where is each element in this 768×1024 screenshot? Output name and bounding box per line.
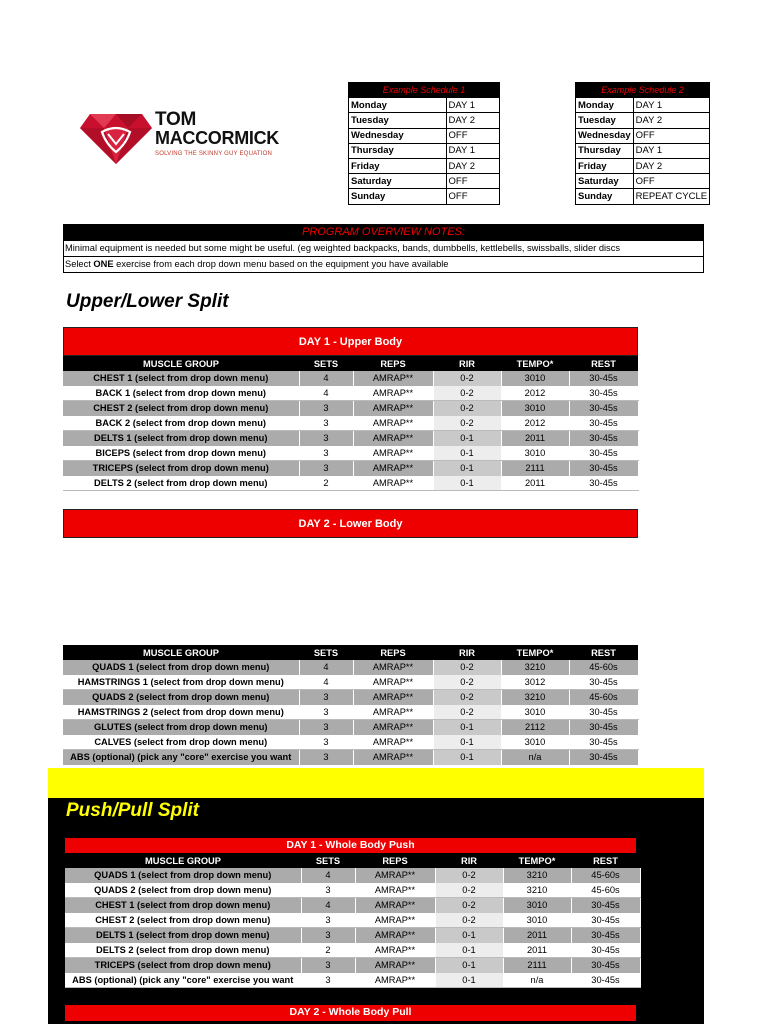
- schedule-value[interactable]: OFF: [446, 174, 499, 189]
- column-header-muscle-group: MUSCLE GROUP: [63, 645, 299, 660]
- cell-muscle-group[interactable]: CHEST 1 (select from drop down menu): [63, 371, 299, 386]
- cell-reps: AMRAP**: [353, 735, 433, 750]
- column-header-tempo: TEMPO*: [503, 853, 571, 868]
- cell-rir: 0-1: [435, 958, 503, 973]
- schedule-row: [576, 189, 710, 204]
- cell-reps: AMRAP**: [355, 913, 435, 928]
- cell-muscle-group[interactable]: HAMSTRINGS 2 (select from drop down menu): [63, 705, 299, 720]
- cell-rir: 0-1: [435, 928, 503, 943]
- cell-reps: AMRAP**: [353, 750, 433, 765]
- cell-rest: 30-45s: [571, 958, 640, 973]
- cell-tempo: 2011: [501, 476, 569, 491]
- column-header-rir: RIR: [435, 853, 503, 868]
- cell-rir: 0-2: [433, 416, 501, 431]
- cell-rest: 30-45s: [569, 371, 638, 386]
- cell-tempo: 3012: [501, 675, 569, 690]
- cell-muscle-group[interactable]: TRICEPS (select from drop down menu): [65, 958, 301, 973]
- cell-tempo: 2111: [503, 958, 571, 973]
- cell-sets: 4: [299, 386, 353, 401]
- table-row: [65, 958, 640, 973]
- schedule-row: [349, 158, 500, 173]
- overview-note-1: Minimal equipment is needed but some might be useful. (eg weighted backpacks, bands, dumbbells, kettlebells, swissballs, slider discs: [63, 241, 704, 257]
- cell-rest: 30-45s: [571, 943, 640, 958]
- schedule-day: Sunday: [576, 189, 634, 204]
- upper-day1-table: [63, 356, 639, 491]
- schedule-day: Sunday: [349, 189, 447, 204]
- cell-rest: 30-45s: [571, 898, 640, 913]
- table-header-row: [65, 853, 640, 868]
- schedule-value[interactable]: DAY 1: [633, 98, 709, 113]
- schedule-row: [576, 113, 710, 128]
- cell-muscle-group[interactable]: DELTS 2 (select from drop down menu): [63, 476, 299, 491]
- schedule-row: [576, 158, 710, 173]
- cell-rest: 30-45s: [569, 461, 638, 476]
- program-overview: [63, 224, 704, 273]
- cell-reps: AMRAP**: [355, 943, 435, 958]
- table-row: [63, 750, 638, 765]
- cell-rir: 0-1: [435, 973, 503, 988]
- cell-rir: 0-1: [433, 735, 501, 750]
- cell-sets: 4: [301, 868, 355, 883]
- cell-tempo: 3010: [501, 371, 569, 386]
- schedule-day: Thursday: [349, 143, 447, 158]
- example-schedule-2: [575, 82, 710, 205]
- diamond-logo-icon: [80, 110, 152, 166]
- cell-rir: 0-2: [433, 386, 501, 401]
- schedule-day: Saturday: [349, 174, 447, 189]
- cell-tempo: n/a: [503, 973, 571, 988]
- cell-muscle-group[interactable]: QUADS 1 (select from drop down menu): [65, 868, 301, 883]
- table-row: [63, 720, 638, 735]
- cell-muscle-group[interactable]: TRICEPS (select from drop down menu): [63, 461, 299, 476]
- schedule-row: [576, 174, 710, 189]
- schedule-row: [349, 113, 500, 128]
- cell-rir: 0-2: [433, 660, 501, 675]
- column-header-sets: SETS: [299, 356, 353, 371]
- cell-tempo: 3010: [501, 401, 569, 416]
- schedule-day: Saturday: [576, 174, 634, 189]
- column-header-rest: REST: [571, 853, 640, 868]
- column-header-rir: RIR: [433, 645, 501, 660]
- cell-tempo: 2012: [501, 416, 569, 431]
- schedule-day: Monday: [576, 98, 634, 113]
- table-row: [65, 868, 640, 883]
- cell-sets: 4: [299, 371, 353, 386]
- cell-reps: AMRAP**: [355, 973, 435, 988]
- column-header-tempo: TEMPO*: [501, 356, 569, 371]
- cell-reps: AMRAP**: [353, 705, 433, 720]
- cell-reps: AMRAP**: [355, 958, 435, 973]
- cell-rest: 30-45s: [569, 446, 638, 461]
- column-header-sets: SETS: [301, 853, 355, 868]
- cell-rest: 30-45s: [569, 720, 638, 735]
- cell-sets: 3: [299, 690, 353, 705]
- cell-reps: AMRAP**: [353, 401, 433, 416]
- cell-sets: 3: [301, 928, 355, 943]
- pull-day2-bar: DAY 2 - Whole Body Pull: [65, 1005, 636, 1021]
- table-row: [63, 416, 638, 431]
- push-pull-title: Push/Pull Split: [66, 800, 200, 821]
- schedule-row: [349, 189, 500, 204]
- cell-muscle-group[interactable]: HAMSTRINGS 1 (select from drop down menu): [63, 675, 299, 690]
- cell-tempo: 3210: [503, 883, 571, 898]
- column-header-rest: REST: [569, 356, 638, 371]
- schedule-value[interactable]: REPEAT CYCLE: [633, 189, 709, 204]
- cell-reps: AMRAP**: [353, 431, 433, 446]
- cell-reps: AMRAP**: [353, 675, 433, 690]
- table-row: [63, 735, 638, 750]
- schedule-day: Tuesday: [576, 113, 634, 128]
- cell-tempo: 2011: [503, 928, 571, 943]
- lower-day2-bar: DAY 2 - Lower Body: [63, 509, 638, 538]
- cell-muscle-group[interactable]: ABS (optional) (pick any "core" exercise you want: [65, 973, 301, 988]
- schedule-row: [576, 98, 710, 113]
- cell-rest: 30-45s: [569, 675, 638, 690]
- table-row: [63, 705, 638, 720]
- schedule-row: [349, 143, 500, 158]
- cell-reps: AMRAP**: [353, 476, 433, 491]
- cell-muscle-group[interactable]: ABS (optional) (pick any "core" exercise you want: [63, 750, 299, 765]
- cell-tempo: 2012: [501, 386, 569, 401]
- schedule-row: [576, 128, 710, 143]
- schedule-day: Wednesday: [349, 128, 447, 143]
- cell-rest: 30-45s: [569, 735, 638, 750]
- schedule-2-title: Example Schedule 2: [576, 83, 710, 98]
- push-day1-table: [65, 853, 641, 988]
- schedule-value[interactable]: DAY 2: [446, 158, 499, 173]
- cell-sets: 3: [299, 750, 353, 765]
- cell-muscle-group[interactable]: CHEST 2 (select from drop down menu): [65, 913, 301, 928]
- table-row: [63, 675, 638, 690]
- table-row: [63, 476, 638, 491]
- cell-rest: 45-60s: [569, 660, 638, 675]
- cell-muscle-group[interactable]: CHEST 2 (select from drop down menu): [63, 401, 299, 416]
- cell-rest: 30-45s: [571, 913, 640, 928]
- cell-muscle-group[interactable]: BICEPS (select from drop down menu): [63, 446, 299, 461]
- cell-muscle-group[interactable]: BACK 2 (select from drop down menu): [63, 416, 299, 431]
- cell-tempo: 3010: [503, 898, 571, 913]
- logo-name: TOM MACCORMICK: [155, 109, 279, 148]
- cell-rir: 0-1: [433, 461, 501, 476]
- cell-sets: 3: [299, 735, 353, 750]
- section-divider-band: [48, 768, 704, 798]
- schedule-day: Friday: [349, 158, 447, 173]
- cell-sets: 3: [299, 461, 353, 476]
- schedule-value[interactable]: DAY 1: [446, 143, 499, 158]
- table-row: [63, 371, 638, 386]
- cell-reps: AMRAP**: [353, 690, 433, 705]
- cell-sets: 2: [299, 476, 353, 491]
- cell-rest: 30-45s: [569, 416, 638, 431]
- table-header-row: [63, 356, 638, 371]
- overview-note-2: Select ONE exercise from each drop down menu based on the equipment you have available: [63, 257, 704, 273]
- column-header-tempo: TEMPO*: [501, 645, 569, 660]
- cell-sets: 3: [301, 883, 355, 898]
- cell-tempo: 2011: [503, 943, 571, 958]
- lower-day2-table: [63, 645, 639, 765]
- schedule-day: Thursday: [576, 143, 634, 158]
- column-header-rir: RIR: [433, 356, 501, 371]
- cell-muscle-group[interactable]: DELTS 2 (select from drop down menu): [65, 943, 301, 958]
- cell-muscle-group[interactable]: DELTS 1 (select from drop down menu): [63, 431, 299, 446]
- schedule-value[interactable]: DAY 2: [446, 113, 499, 128]
- cell-rir: 0-1: [433, 446, 501, 461]
- cell-rir: 0-2: [435, 883, 503, 898]
- logo-tagline: SOLVING THE SKINNY GUY EQUATION: [155, 151, 273, 157]
- cell-muscle-group[interactable]: CALVES (select from drop down menu): [63, 735, 299, 750]
- schedule-value[interactable]: DAY 1: [446, 98, 499, 113]
- example-schedule-1: [348, 82, 500, 205]
- schedule-row: [576, 143, 710, 158]
- cell-reps: AMRAP**: [355, 928, 435, 943]
- table-header-row: [63, 645, 638, 660]
- cell-reps: AMRAP**: [353, 461, 433, 476]
- schedule-day: Friday: [576, 158, 634, 173]
- cell-rir: 0-2: [433, 675, 501, 690]
- cell-sets: 3: [301, 958, 355, 973]
- table-row: [65, 898, 640, 913]
- cell-rest: 30-45s: [569, 431, 638, 446]
- cell-rest: 30-45s: [569, 401, 638, 416]
- push-day1-bar: DAY 1 - Whole Body Push: [65, 838, 636, 853]
- cell-rest: 45-60s: [571, 883, 640, 898]
- cell-muscle-group[interactable]: QUADS 1 (select from drop down menu): [63, 660, 299, 675]
- table-row: [65, 928, 640, 943]
- cell-rir: 0-2: [435, 913, 503, 928]
- cell-rest: 30-45s: [571, 928, 640, 943]
- cell-tempo: 2011: [501, 431, 569, 446]
- schedule-row: [349, 128, 500, 143]
- cell-sets: 3: [299, 446, 353, 461]
- cell-sets: 3: [299, 401, 353, 416]
- table-row: [65, 913, 640, 928]
- table-row: [63, 386, 638, 401]
- cell-rir: 0-2: [435, 868, 503, 883]
- cell-tempo: 3010: [501, 735, 569, 750]
- cell-tempo: 3010: [503, 913, 571, 928]
- cell-rir: 0-2: [433, 690, 501, 705]
- cell-tempo: 2111: [501, 461, 569, 476]
- cell-reps: AMRAP**: [355, 868, 435, 883]
- table-row: [65, 943, 640, 958]
- cell-tempo: 3010: [501, 446, 569, 461]
- cell-reps: AMRAP**: [353, 416, 433, 431]
- cell-rest: 30-45s: [571, 973, 640, 988]
- cell-sets: 3: [299, 720, 353, 735]
- cell-sets: 3: [299, 431, 353, 446]
- schedule-row: [349, 174, 500, 189]
- schedule-1-title: Example Schedule 1: [349, 83, 500, 98]
- table-row: [65, 973, 640, 988]
- column-header-reps: REPS: [353, 645, 433, 660]
- cell-rest: 45-60s: [571, 868, 640, 883]
- cell-tempo: 3210: [501, 690, 569, 705]
- schedule-day: Monday: [349, 98, 447, 113]
- cell-rir: 0-1: [433, 750, 501, 765]
- cell-sets: 4: [299, 660, 353, 675]
- cell-reps: AMRAP**: [353, 660, 433, 675]
- table-row: [63, 446, 638, 461]
- cell-tempo: 3210: [501, 660, 569, 675]
- cell-rir: 0-1: [433, 431, 501, 446]
- upper-lower-title: Upper/Lower Split: [66, 291, 229, 312]
- schedule-value[interactable]: OFF: [446, 189, 499, 204]
- cell-reps: AMRAP**: [353, 720, 433, 735]
- column-header-sets: SETS: [299, 645, 353, 660]
- cell-reps: AMRAP**: [353, 371, 433, 386]
- cell-rir: 0-1: [433, 476, 501, 491]
- cell-sets: 2: [301, 943, 355, 958]
- table-row: [63, 401, 638, 416]
- upper-day1-bar: DAY 1 - Upper Body: [63, 327, 638, 356]
- cell-muscle-group[interactable]: QUADS 2 (select from drop down menu): [65, 883, 301, 898]
- cell-rest: 45-60s: [569, 690, 638, 705]
- schedule-day: Tuesday: [349, 113, 447, 128]
- cell-rest: 30-45s: [569, 750, 638, 765]
- cell-muscle-group[interactable]: GLUTES (select from drop down menu): [63, 720, 299, 735]
- cell-tempo: 3010: [501, 705, 569, 720]
- cell-reps: AMRAP**: [355, 898, 435, 913]
- column-header-muscle-group: MUSCLE GROUP: [65, 853, 301, 868]
- cell-muscle-group[interactable]: CHEST 1 (select from drop down menu): [65, 898, 301, 913]
- cell-reps: AMRAP**: [355, 883, 435, 898]
- schedule-day: Wednesday: [576, 128, 634, 143]
- cell-sets: 4: [299, 675, 353, 690]
- table-row: [65, 883, 640, 898]
- cell-muscle-group[interactable]: BACK 1 (select from drop down menu): [63, 386, 299, 401]
- cell-muscle-group[interactable]: DELTS 1 (select from drop down menu): [65, 928, 301, 943]
- schedule-value[interactable]: DAY 1: [633, 143, 709, 158]
- schedule-value[interactable]: DAY 2: [633, 113, 709, 128]
- cell-tempo: 3210: [503, 868, 571, 883]
- column-header-reps: REPS: [353, 356, 433, 371]
- table-row: [63, 660, 638, 675]
- cell-rir: 0-1: [433, 720, 501, 735]
- table-row: [63, 431, 638, 446]
- table-row: [63, 461, 638, 476]
- table-row: [63, 690, 638, 705]
- cell-rir: 0-2: [433, 401, 501, 416]
- schedule-value[interactable]: OFF: [446, 128, 499, 143]
- schedule-value[interactable]: DAY 2: [633, 158, 709, 173]
- cell-tempo: n/a: [501, 750, 569, 765]
- schedule-row: [349, 98, 500, 113]
- schedule-value[interactable]: OFF: [633, 128, 709, 143]
- column-header-muscle-group: MUSCLE GROUP: [63, 356, 299, 371]
- overview-title: PROGRAM OVERVIEW NOTES:: [63, 224, 704, 241]
- cell-rir: 0-2: [435, 898, 503, 913]
- cell-rest: 30-45s: [569, 705, 638, 720]
- cell-sets: 3: [299, 705, 353, 720]
- cell-rir: 0-2: [433, 705, 501, 720]
- column-header-rest: REST: [569, 645, 638, 660]
- cell-rir: 0-2: [433, 371, 501, 386]
- cell-rest: 30-45s: [569, 476, 638, 491]
- cell-sets: 4: [301, 898, 355, 913]
- column-header-reps: REPS: [355, 853, 435, 868]
- cell-tempo: 2112: [501, 720, 569, 735]
- cell-sets: 3: [299, 416, 353, 431]
- schedule-value[interactable]: OFF: [633, 174, 709, 189]
- cell-rest: 30-45s: [569, 386, 638, 401]
- cell-muscle-group[interactable]: QUADS 2 (select from drop down menu): [63, 690, 299, 705]
- cell-reps: AMRAP**: [353, 386, 433, 401]
- cell-sets: 3: [301, 913, 355, 928]
- cell-reps: AMRAP**: [353, 446, 433, 461]
- cell-rir: 0-1: [435, 943, 503, 958]
- brand-logo: [80, 108, 279, 168]
- cell-sets: 3: [301, 973, 355, 988]
